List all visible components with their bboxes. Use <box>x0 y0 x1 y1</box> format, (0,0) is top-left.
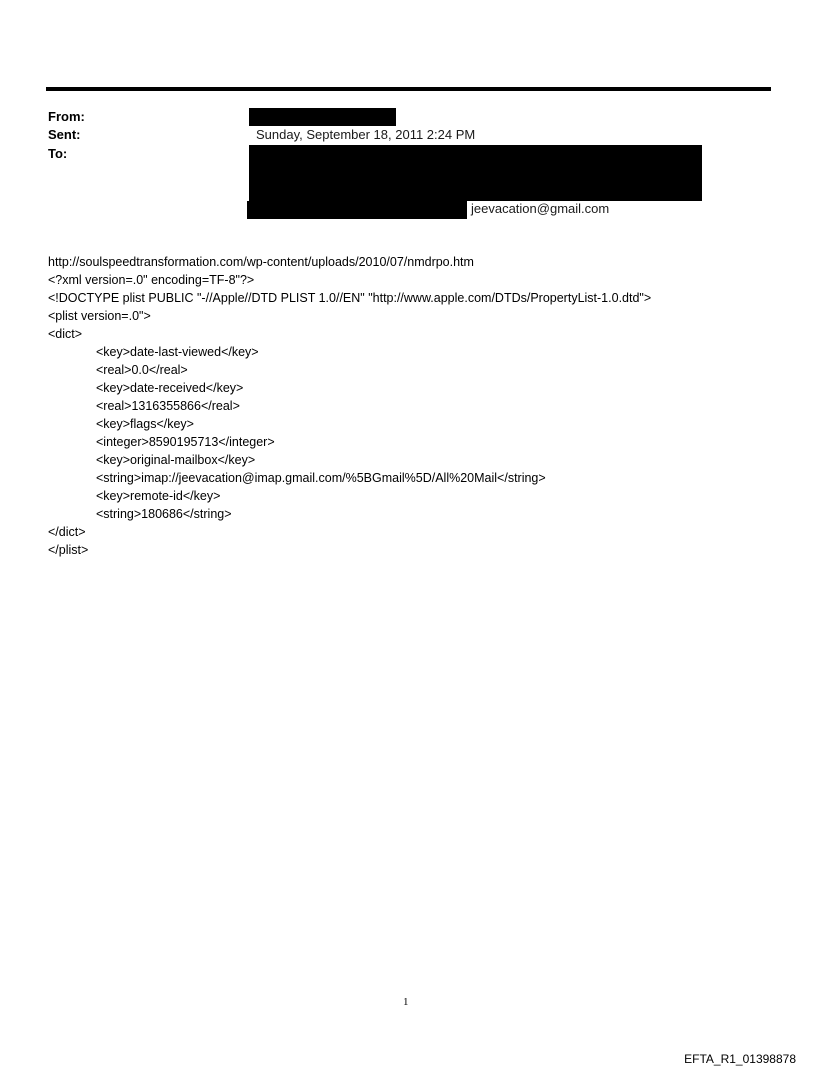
to-redaction-block <box>249 145 702 201</box>
body-line-doctype: <!DOCTYPE plist PUBLIC "-//Apple//DTD PLIST 1.0//EN" "http://www.apple.com/DTDs/PropertyList-1.0.dtd"> <box>48 291 652 305</box>
body-line-value: <integer>8590195713</integer> <box>96 435 275 449</box>
body-line-plist-close: </plist> <box>48 543 89 557</box>
to-redaction-line <box>247 201 467 219</box>
body-line-xml-decl: <?xml version=.0" encoding=TF-8"?> <box>48 273 255 287</box>
sent-value: Sunday, September 18, 2011 2:24 PM <box>256 127 476 142</box>
from-label: From: <box>48 109 85 124</box>
body-line-key: <key>remote-id</key> <box>96 489 221 503</box>
to-visible-email: jeevacation@gmail.com <box>471 201 610 216</box>
to-label: To: <box>48 146 68 161</box>
page-number: 1 <box>403 996 409 1008</box>
body-line-key: <key>date-last-viewed</key> <box>96 345 259 359</box>
body-line-key: <key>flags</key> <box>96 417 194 431</box>
body-line-value: <real>1316355866</real> <box>96 399 240 413</box>
sent-label: Sent: <box>48 127 81 142</box>
body-line-value: <string>imap://jeevacation@imap.gmail.com/%5BGmail%5D/All%20Mail</string> <box>96 471 546 485</box>
body-line-dict-close: </dict> <box>48 525 86 539</box>
from-redaction <box>249 108 396 126</box>
body-line-dict-open: <dict> <box>48 327 83 341</box>
bates-id: EFTA_R1_01398878 <box>684 1052 796 1066</box>
body-line-url: http://soulspeedtransformation.com/wp-content/uploads/2010/07/nmdrpo.htm <box>48 255 474 269</box>
body-line-plist-open: <plist version=.0"> <box>48 309 151 323</box>
body-line-value: <real>0.0</real> <box>96 363 188 377</box>
body-line-key: <key>original-mailbox</key> <box>96 453 256 467</box>
body-line-value: <string>180686</string> <box>96 507 232 521</box>
header-rule <box>46 87 771 91</box>
body-line-key: <key>date-received</key> <box>96 381 244 395</box>
